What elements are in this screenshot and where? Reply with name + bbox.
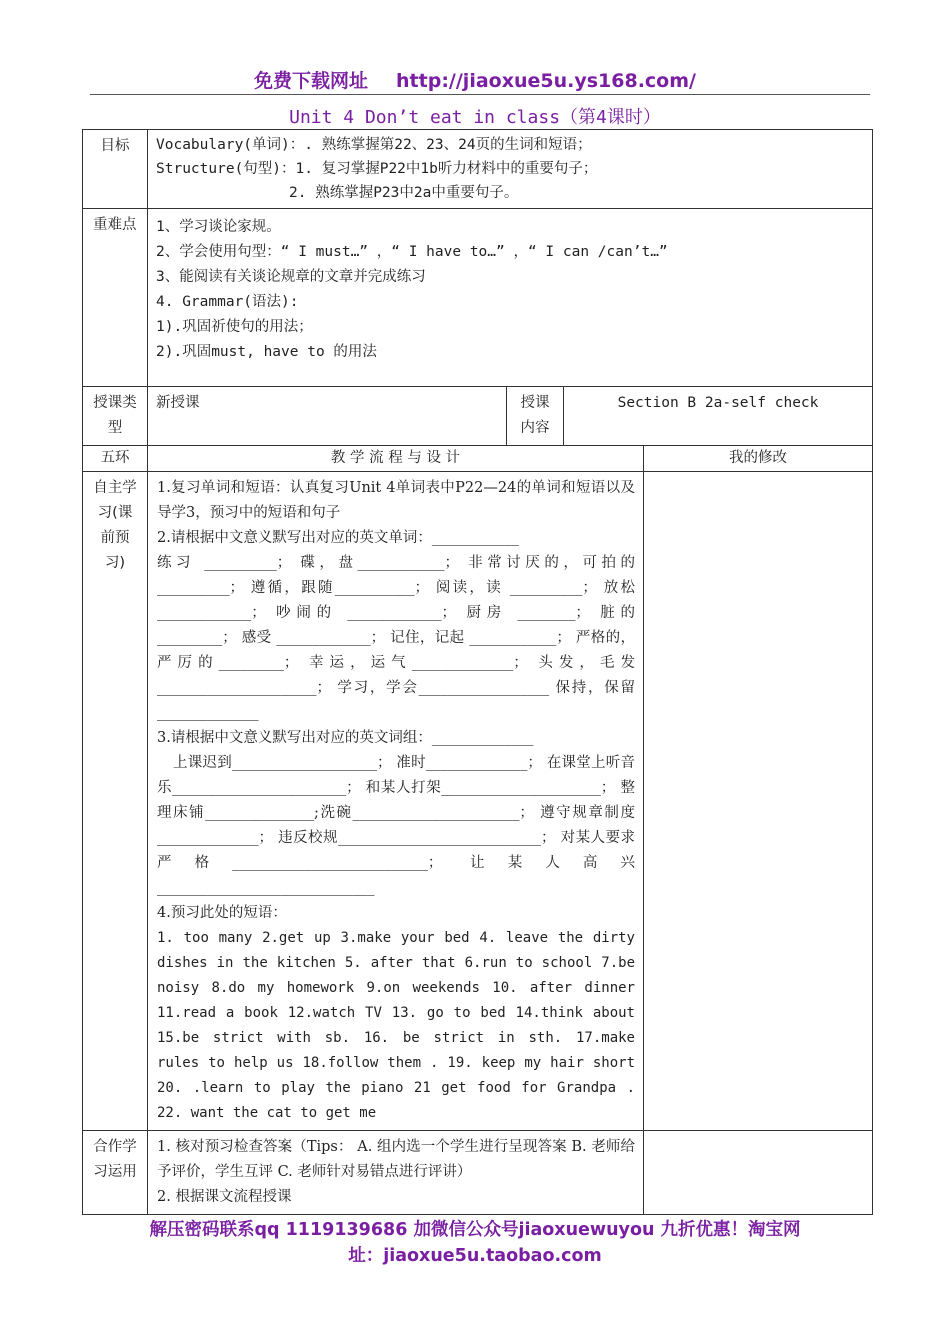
header-banner — [0, 66, 950, 93]
goal-label: 目标 — [83, 130, 148, 209]
self-study-p3: 练习 __________； 碟，盘____________； 非常讨厌的，可拍的__________； 遵循，跟随___________； 阅读，读 __________； 放松_____________； 吵闹的 _____________； 厨房 ________； 脏的_________； 感受 _____________； 记住，记起 ____________； 严格的，严厉的_________； 幸运，运气______________； 头发，毛发______________________； 学习，学会__________________ 保持，保留______________ — [157, 555, 635, 721]
flow-header-row — [83, 446, 873, 472]
page-title: Unit 4 Don’t eat in class（第4课时） — [289, 107, 661, 128]
key-item: 3、能阅读有关谈论规章的文章并完成练习 — [156, 269, 426, 285]
coop-revision — [644, 1131, 873, 1215]
flow-header-revision: 我的修改 — [644, 446, 873, 472]
self-study-label: 自主学习(课前预习) — [83, 472, 148, 1131]
key-item: 1、学习谈论家规。 — [156, 219, 281, 235]
coop-row — [83, 1131, 873, 1215]
coop-label: 合作学习运用 — [83, 1131, 148, 1215]
goal-content — [148, 130, 873, 209]
key-points-row — [83, 209, 873, 387]
self-study-p7: 1. too many 2.get up 3.make your bed 4. leave the dirty dishes in the kitchen 5. after that 6.run to school 7.be noisy 8.do my homework 9.on weekends 10. after dinner 11.read a book 12.watch TV 13. go to bed 14.think about 15.be strict with sb. 16. be strict in sth. 17.make rules to help us 18.follow them . 19. keep my hair short 20. .learn to play the piano 21 get food for Grandpa . 22. want the cat to get me — [157, 930, 635, 1121]
goal-line-2: Structure(句型)：1. 复习掌握P22中1b听力材料中的重要句子； — [156, 161, 598, 177]
goal-line-3: 2. 熟练掌握P23中2a中重要句子。 — [289, 185, 519, 201]
self-study-p1: 1.复习单词和短语：认真复习Unit 4单词表中P22—24的单词和短语以及导学3，预习中的短语和句子 — [157, 480, 635, 521]
key-item: 2).巩固must, have to 的用法 — [156, 344, 377, 360]
flow-header-design: 教 学 流 程 与 设 计 — [148, 446, 644, 472]
goal-row — [83, 130, 873, 209]
self-study-p6: 4.预习此处的短语： — [157, 905, 287, 921]
lesson-type-value: 新授课 — [148, 387, 507, 446]
self-study-content — [148, 472, 644, 1131]
self-study-row — [83, 472, 873, 1131]
goal-line-1: Vocabulary(单词)：. 熟练掌握第22、23、24页的生词和短语； — [156, 137, 592, 153]
lesson-type-row — [83, 387, 873, 446]
self-study-p2: 2.请根据中文意义默写出对应的英文单词：____________ — [157, 530, 519, 546]
footer-line-1: 解压密码联系qq 1119139686 加微信公众号jiaoxuewuyou 九折优惠！淘宝网 — [149, 1220, 801, 1240]
key-item: 2、学会使用句型：“ I must…” ，“ I have to…” ，“ I can /can’t…” — [156, 244, 668, 260]
flow-header-stage: 五环 — [83, 446, 148, 472]
header-divider — [90, 94, 870, 95]
key-points-label: 重难点 — [83, 209, 148, 387]
coop-p1: 1. 核对预习检查答案（Tips： A. 组内选一个学生进行呈现答案 B. 老师给予评价，学生互评 C. 老师针对易错点进行评讲） — [157, 1139, 635, 1180]
lesson-plan-table — [82, 129, 873, 1215]
lesson-content-value: Section B 2a-self check — [564, 387, 873, 446]
footer-line-2[interactable]: 址：jiaoxue5u.taobao.com — [348, 1246, 602, 1266]
key-points-content — [148, 209, 873, 387]
key-item: 1).巩固祈使句的用法； — [156, 319, 313, 335]
lesson-content-label: 授课内容 — [507, 387, 564, 446]
self-study-revision — [644, 472, 873, 1131]
coop-p2: 2. 根据课文流程授课 — [157, 1189, 292, 1205]
coop-content — [148, 1131, 644, 1215]
lesson-type-label: 授课类型 — [83, 387, 148, 446]
self-study-p4: 3.请根据中文意义默写出对应的英文词组：______________ — [157, 730, 534, 746]
key-item: 4. Grammar(语法): — [156, 294, 299, 310]
header-url-link[interactable]: http://jiaoxue5u.ys168.com/ — [396, 70, 696, 92]
header-left-text: 免费下载网址 — [254, 70, 369, 92]
self-study-p5: 上课迟到____________________； 准时______________； 在课堂上听音乐________________________； 和某人打架______________________； 整理床铺_______________;洗碗_______________________； 遵守规章制度______________； 违反校规____________________________； 对某人要求严格___________________________； 让某人高兴______________________________ — [157, 755, 635, 896]
footer-contact — [0, 1217, 950, 1269]
